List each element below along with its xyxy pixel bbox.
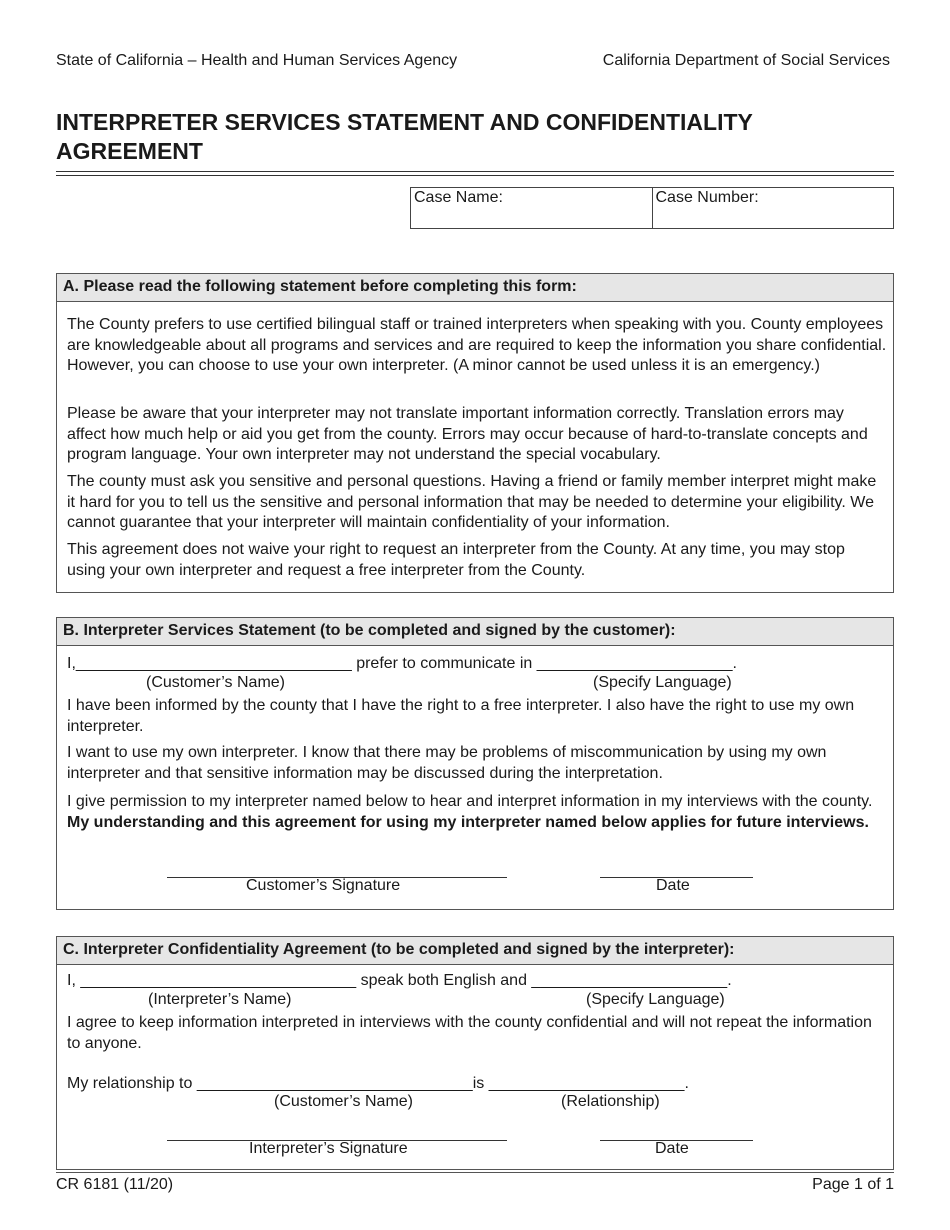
relationship-caption: (Relationship)	[561, 1093, 660, 1110]
case-name-label: Case Name:	[414, 189, 503, 206]
department-header: California Department of Social Services	[602, 52, 890, 69]
interpreter-name-caption: (Interpreter’s Name)	[148, 991, 292, 1008]
relationship-customer-name-caption: (Customer’s Name)	[274, 1093, 413, 1110]
form-id: CR 6181 (11/20)	[56, 1176, 174, 1193]
section-a	[56, 273, 894, 593]
language-caption: (Specify Language)	[593, 674, 732, 691]
page-number: Page 1 of 1	[812, 1176, 894, 1193]
page-title: INTERPRETER SERVICES STATEMENT AND CONFIDENTIALITY AGREEMENT	[56, 109, 753, 164]
interpreter-date-caption: Date	[655, 1140, 689, 1157]
section-b-heading: B. Interpreter Services Statement (to be completed and signed by the customer):	[57, 618, 893, 646]
section-a-paragraph: Please be aware that your interpreter may not translate important information correctly. Translation errors may affect how much help or aid you get from the county. Errors may occur because of hard-to-translate concepts and program language. Your own interpreter may not understand the special vocabulary.	[67, 405, 868, 463]
title-divider-top	[56, 171, 894, 172]
section-b-paragraph: I have been informed by the county that I have the right to a free interpreter. I also have the right to use my own interpreter.	[67, 697, 855, 735]
permission-bold-text: My understanding and this agreement for using my interpreter named below applies for future interviews.	[67, 813, 869, 831]
footer-divider	[56, 1172, 894, 1173]
customer-name-caption: (Customer’s Name)	[146, 674, 285, 691]
section-a-paragraph: The county must ask you sensitive and personal questions. Having a friend or family member interpret might make it hard for you to tell us the sensitive and personal information that may be needed to determine your eligibility. We cannot guarantee that your interpreter will maintain confidentiality of your information.	[67, 473, 877, 531]
relationship-line[interactable]: My relationship to _______________________________is ______________________.	[67, 1075, 689, 1092]
case-info-box	[410, 187, 894, 229]
section-b-paragraph: I want to use my own interpreter. I know that there may be problems of miscommunication by using my own interpreter and that sensitive information may be discussed during the interpretation.	[67, 744, 827, 782]
customer-date-caption: Date	[656, 877, 690, 894]
section-b	[56, 617, 894, 910]
section-c	[56, 936, 894, 1170]
section-a-paragraph: The County prefers to use certified bilingual staff or trained interpreters when speaking with you. County employees are knowledgeable about all programs and services and are required to keep the information you share confidential. However, you can choose to use your own interpreter. (A minor cannot be used unless it is an emergency.)	[67, 316, 887, 374]
case-number-field[interactable]	[652, 188, 894, 228]
section-b-permission-paragraph	[67, 792, 879, 833]
section-a-paragraph: This agreement does not waive your right to request an interpreter from the County. At any time, you may stop using your own interpreter and request a free interpreter from the County.	[67, 541, 845, 579]
interpreter-language-caption: (Specify Language)	[586, 991, 725, 1008]
interpreter-language-line[interactable]: I, _______________________________ speak both English and ______________________.	[67, 972, 732, 989]
customer-language-line[interactable]: I,_______________________________ prefer to communicate in ______________________.	[67, 655, 737, 672]
case-name-field[interactable]	[411, 188, 652, 228]
permission-text: I give permission to my interpreter named below to hear and interpret information in my interviews with the county.	[67, 793, 873, 810]
section-c-heading: C. Interpreter Confidentiality Agreement (to be completed and signed by the interpreter):	[57, 937, 893, 965]
section-c-paragraph: I agree to keep information interpreted in interviews with the county confidential and will not repeat the information to anyone.	[67, 1014, 872, 1052]
title-divider-bottom	[56, 175, 894, 176]
interpreter-signature-caption: Interpreter’s Signature	[249, 1140, 408, 1157]
case-number-label: Case Number:	[655, 189, 759, 206]
customer-signature-caption: Customer’s Signature	[246, 877, 401, 894]
section-a-heading: A. Please read the following statement before completing this form:	[57, 274, 893, 302]
agency-header: State of California – Health and Human Services Agency	[56, 52, 458, 69]
